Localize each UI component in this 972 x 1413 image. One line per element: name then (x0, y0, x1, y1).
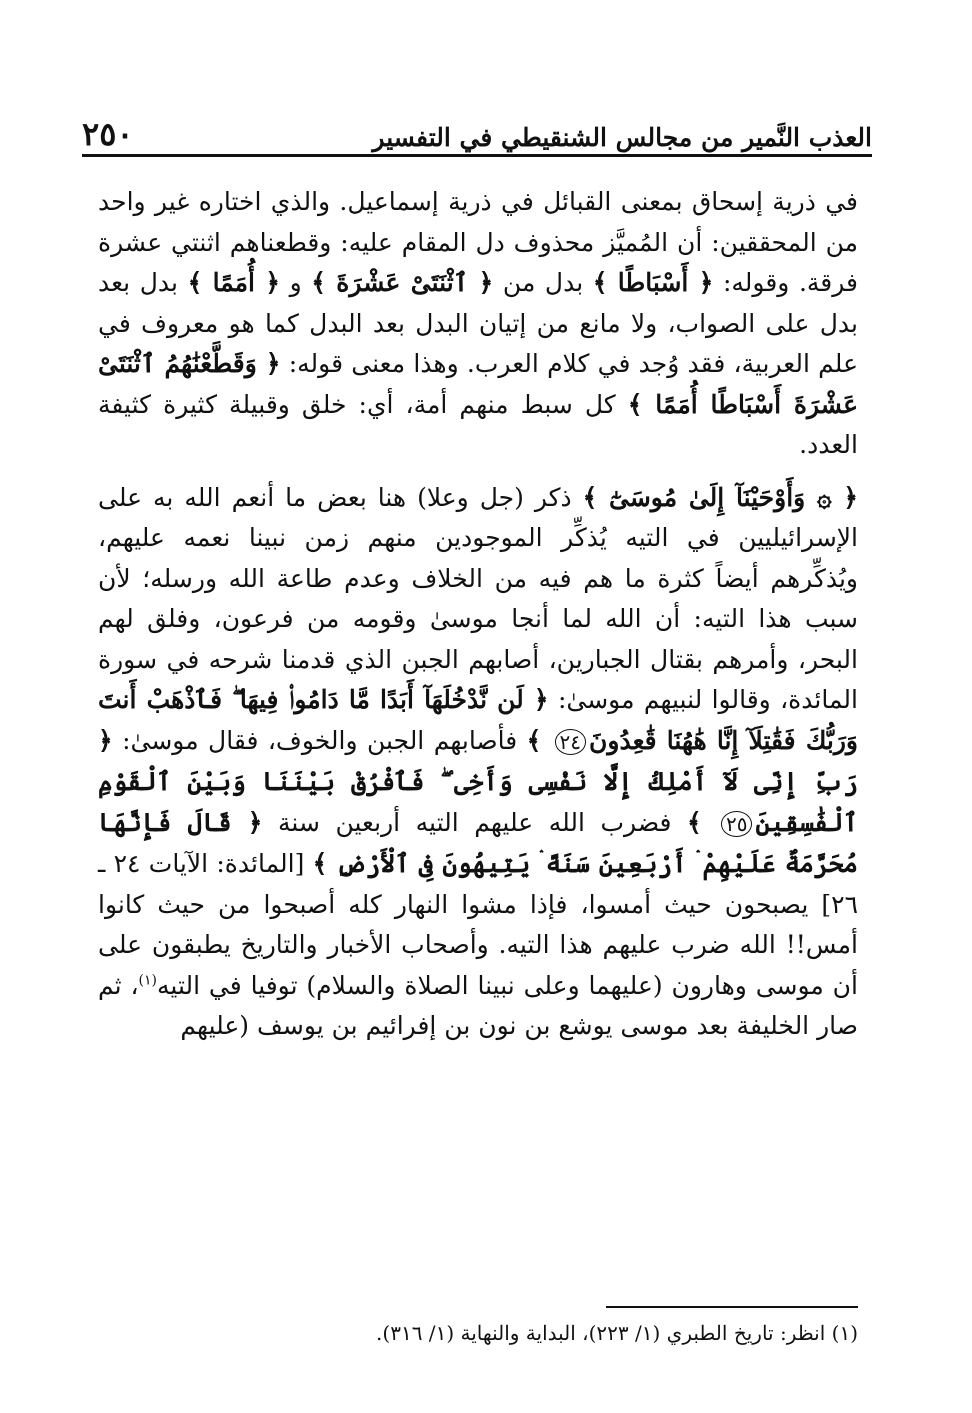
footnote-reference: (١) (138, 972, 157, 989)
quran-quote: ﴿ رَبِّ إِنِّى لَآ أَمْلِكُ إِلَّا نَفْسِى وَأَخِى ۖ فَٱفْرُقْ بَيْنَنَا وَبَيْنَ ٱلْقَوْمِ ٱلْفَٰسِقِينَ (98, 725, 859, 837)
running-title: العذب النَّمير من مجالس الشنقيطي في التفسير (372, 123, 872, 152)
page-number: ٢٥٠ (82, 115, 134, 153)
text-run: [المائدة: الآيات ٢٤ ـ ٢٦] يصبحون حيث أمسوا، فإذا مشوا النهار كله أصبحوا من حيث كانوا أمس!! الله ضرب عليهم هذا التيه. وأصحاب الأخبار والتاريخ يطبقون على أن موسى وهارون (عليهما وعلى نبينا الصلاة والسلام) توفيا في التيه (98, 849, 858, 1000)
text-run: بدل بعد بدل على الصواب، ولا مانع من إتيان البدل بعد البدل كما هو معروف في علم العربية، فقد وُجد في كلام العرب. وهذا معنى قوله: (98, 268, 858, 378)
text-run: و (280, 268, 312, 297)
quran-quote-end: ﴾ (687, 807, 718, 837)
text-run: فضرب الله عليهم التيه أربعين سنة (262, 807, 688, 837)
ayah-number-marker: ٢٤ (555, 729, 586, 755)
text-run: فأصابهم الجبن والخوف، فقال موسىٰ: (112, 725, 527, 755)
quran-quote: ﴿ أُمَمًا ﴾ (187, 268, 281, 297)
text-run: في ذرية إسحاق بمعنى القبائل في ذرية إسماعيل. والذي اختاره غير واحد من المحققين: أن المُميَّز محذوف دل المقام عليه: وقطعناهم اثنتي عشرة فرقة. وقوله: (98, 187, 858, 297)
quran-quote: ﴿ ۞ وَأَوْحَيْنَآ إِلَىٰ مُوسَىٰٓ ﴾ (582, 482, 858, 512)
quran-quote: ﴿ قَالَ فَإِنَّهَا مُحَرَّمَةٌ عَلَيْهِمْ ۛ أَرْبَعِينَ سَنَةً ۛ يَتِيهُونَ فِى ٱلْأَرْضِ ﴾ (98, 807, 858, 878)
text-run: ذكر (جل وعلا) هنا بعض ما أنعم الله به على الإسرائيليين في التيه يُذكِّر الموجودين منهم زمن نبينا نعمه عليهم، ويُذكِّرهم أيضاً كثرة ما هم فيه من الخلاف وعدم طاعة الله ورسله؛ لأن سبب هذا التيه: أن الله لما أنجا موسىٰ وقومه من فرعون، وفلق لهم البحر، وأمرهم بقتال الجبارين، أصابهم الجبن الذي قدمنا شرحه في سورة المائدة، وقالوا لنبيهم موسىٰ: (98, 482, 858, 714)
paragraph (98, 478, 858, 1047)
quran-quote: ﴿ أَسْبَاطًا ﴾ (592, 268, 714, 297)
footnote: (١) انظر: تاريخ الطبري (١/ ٢٢٣)، البداية والنهاية (١/ ٣١٦). (376, 1321, 858, 1345)
text-run: كل سبط منهم أمة، أي: خلق وقبيلة كثيرة كثيفة العدد. (98, 389, 858, 459)
quran-quote: ﴿ ٱثْنَتَىْ عَشْرَةَ ﴾ (311, 268, 494, 297)
paragraph (98, 182, 858, 466)
text-run: بدل من (493, 268, 593, 297)
footnote-separator (606, 1306, 858, 1308)
text-run: ، ثم صار الخليفة بعد موسى يوشع بن نون بن إفرائيم بن يوسف (عليهم (98, 970, 858, 1040)
ayah-number-marker: ٢٥ (721, 811, 752, 837)
page-header (82, 104, 872, 153)
quran-quote-end: ﴾ (526, 725, 552, 755)
quran-quote: ﴿ لَن نَّدْخُلَهَآ أَبَدًا مَّا دَامُوا۟ فِيهَا ۖ فَٱذْهَبْ أَنتَ وَرَبُّكَ فَقَٰتِلَآ إِنَّا هَٰهُنَا قَٰعِدُونَ (98, 685, 858, 755)
header-rule (82, 154, 872, 157)
quran-quote: ﴿ وَقَطَّعْنَٰهُمُ ٱثْنَتَىْ عَشْرَةَ أَسْبَاطًا أُمَمًا ﴾ (98, 349, 858, 419)
page-body (98, 182, 858, 1047)
